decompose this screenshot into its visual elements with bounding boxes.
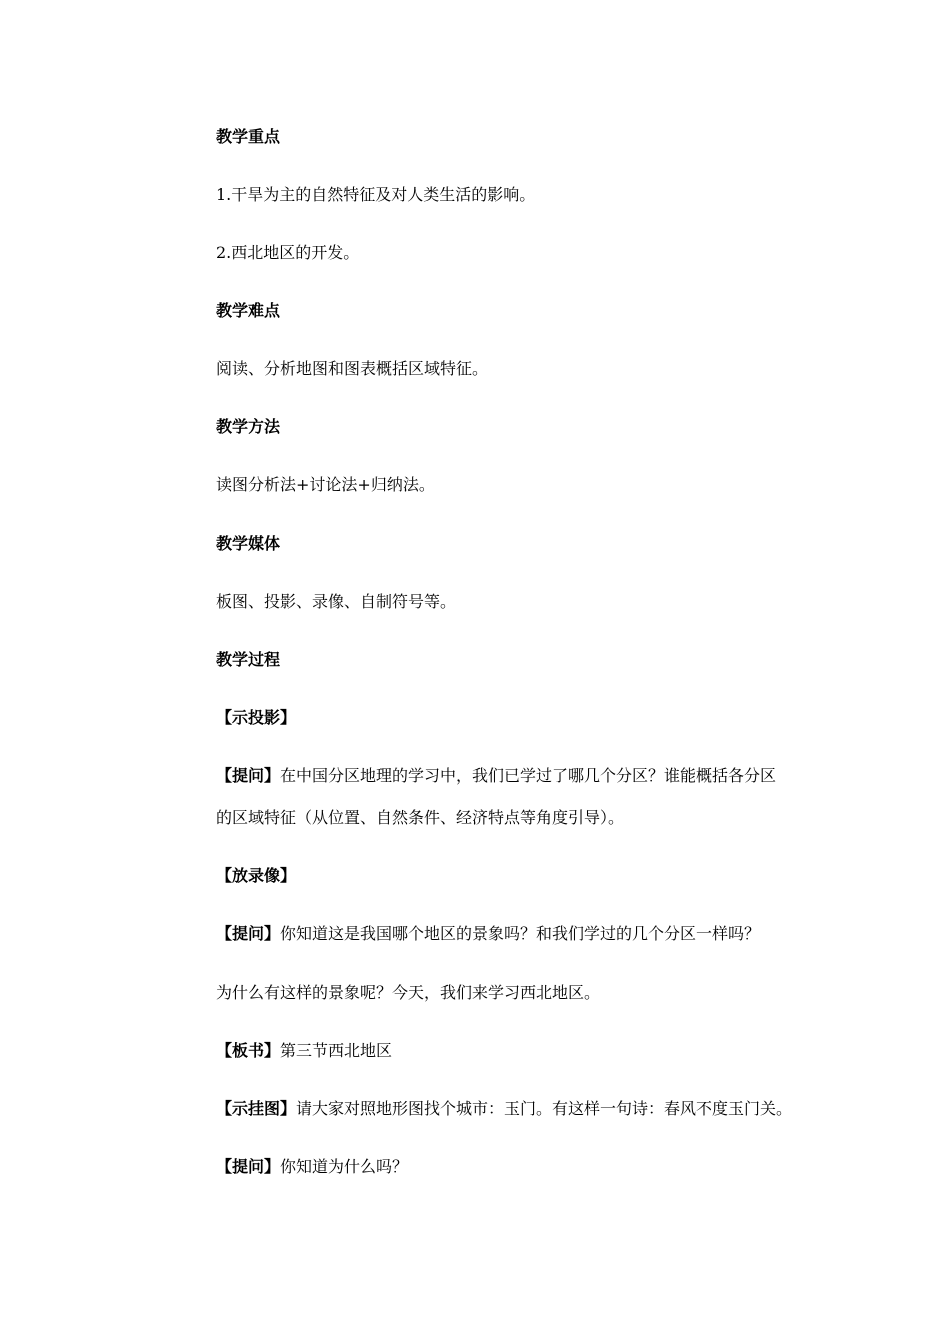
heading-teaching-media: 教学媒体 [216,534,281,553]
process-step-7 [216,1157,408,1177]
heading-teaching-process: 教学过程 [216,650,281,669]
difficulty-text: 阅读、分析地图和图表概括区域特征。 [216,359,489,378]
step-tag: 【板书】 [216,1041,281,1060]
step-tag: 【示投影】 [216,708,297,727]
heading-teaching-method: 教学方法 [216,417,281,436]
step-text: 你知道为什么吗？ [280,1157,409,1176]
process-step-4-continuation: 为什么有这样的景象呢？今天，我们来学习西北地区。 [216,983,601,1002]
step-text: 请大家对照地形图找个城市：玉门。有这样一句诗：春风不度玉门关。 [296,1099,793,1118]
step-tag: 【放录像】 [216,866,297,885]
process-step-1 [216,708,296,728]
process-step-2 [216,766,776,786]
step-tag: 【提问】 [216,1157,281,1176]
step-tag: 【提问】 [216,766,281,785]
focus-item-1: 1.干旱为主的自然特征及对人类生活的影响。 [216,185,536,204]
process-step-3 [216,866,296,886]
method-text: 读图分析法+讨论法+归纳法。 [216,475,435,494]
process-step-2-continuation: 的区域特征（从位置、自然条件、经济特点等角度引导）。 [216,808,625,827]
heading-teaching-difficulty: 教学难点 [216,301,281,320]
step-tag: 【示挂图】 [216,1099,297,1118]
process-step-4 [216,924,760,944]
process-step-5 [216,1041,392,1061]
step-text: 第三节西北地区 [280,1041,393,1060]
step-tag: 【提问】 [216,924,281,943]
step-text: 你知道这是我国哪个地区的景象吗？和我们学过的几个分区一样吗？ [280,924,761,943]
heading-teaching-focus: 教学重点 [216,127,281,146]
step-text: 在中国分区地理的学习中，我们已学过了哪几个分区？谁能概括各分区 [280,766,777,785]
media-text: 板图、投影、录像、自制符号等。 [216,592,457,611]
process-step-6 [216,1099,792,1119]
focus-item-2: 2.西北地区的开发。 [216,243,360,262]
